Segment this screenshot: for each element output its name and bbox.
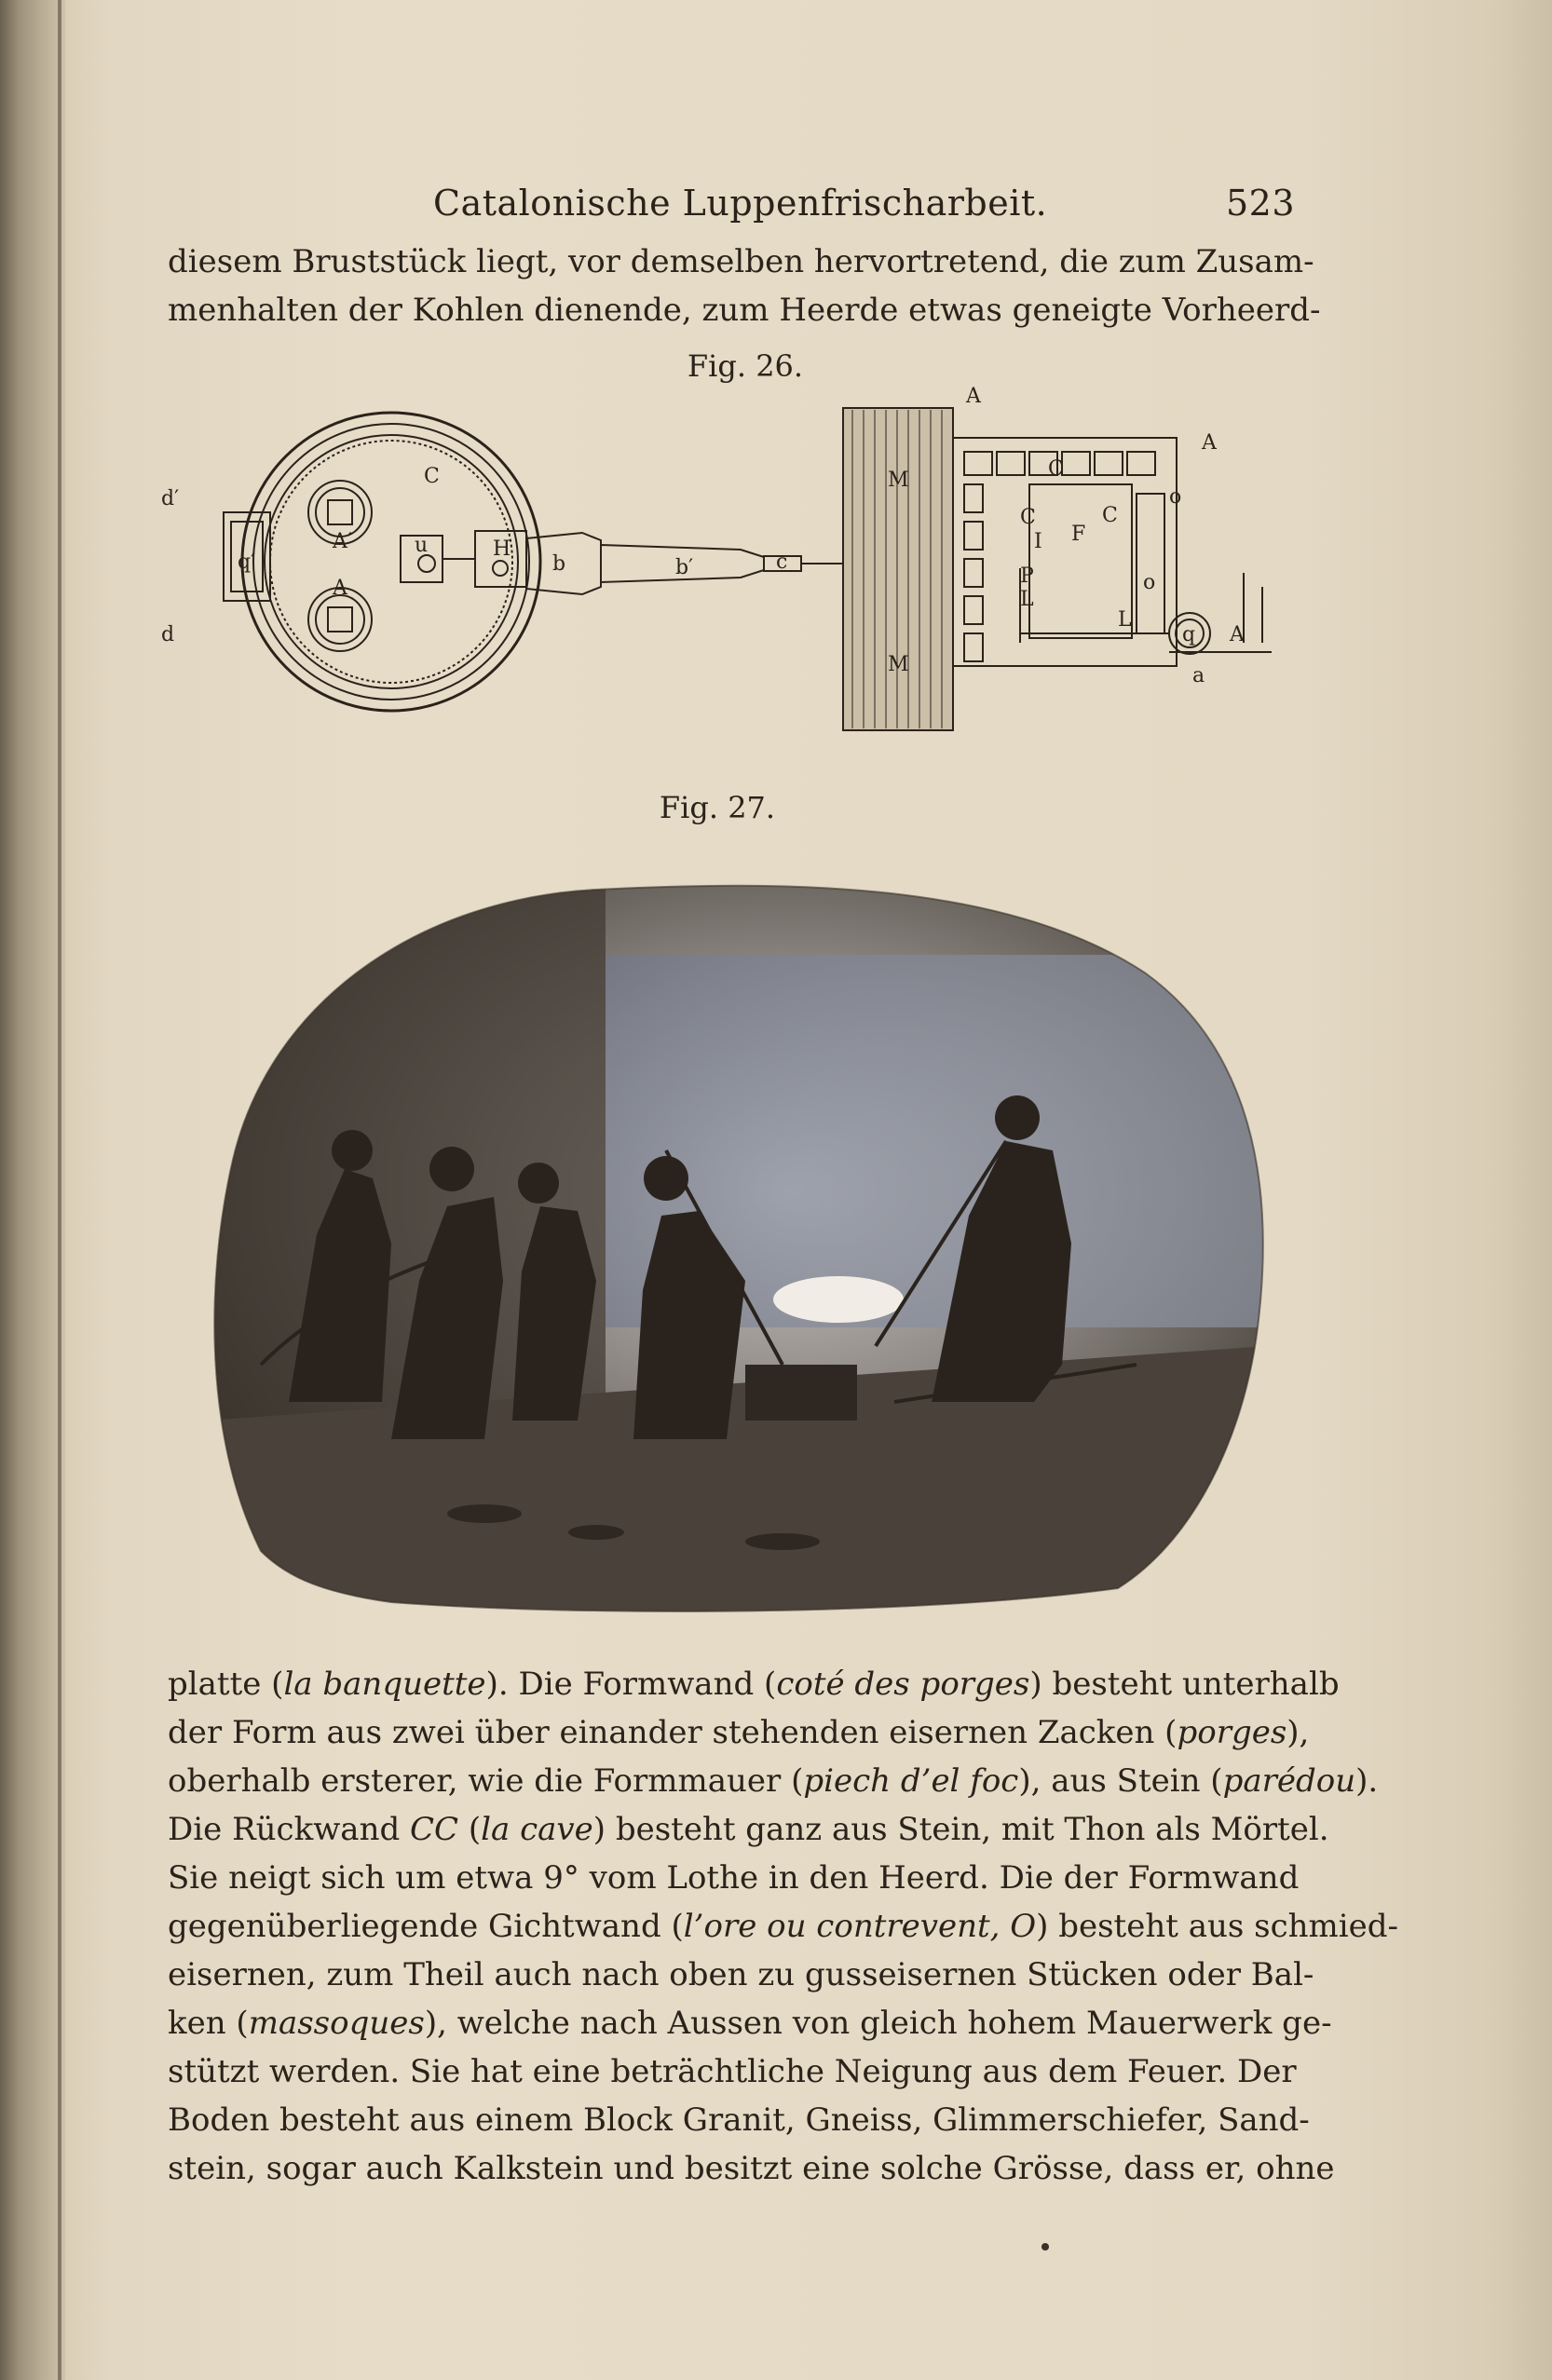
label-F: F [1071,523,1086,546]
label-C-right: C [1102,504,1118,527]
figure-26-caption: Fig. 26. [687,348,804,384]
text-line: Die Rückwand CC (la cave) besteht ganz aus Stein, mit Thon als Mörtel. [168,1811,1329,1848]
label-P: P [1020,564,1034,588]
running-head [168,183,1295,229]
label-C-left: C [1020,506,1036,529]
figure-27-engraving [205,843,1267,1616]
text-line: stein, sogar auch Kalkstein und besitzt eine solche Grösse, dass er, ohne [168,2150,1335,2187]
label-L-right: L [1118,608,1132,632]
text-line: diesem Bruststück liegt, vor demselben hervortretend, die zum Zusam- [168,243,1314,280]
figure-27-caption: Fig. 27. [659,790,776,825]
text-line: der Form aus zwei über einander stehenden eisernen Zacken (porges), [168,1714,1310,1751]
label-C: C [424,465,440,488]
running-title: Catalonische Luppenfrischarbeit. [433,183,1048,224]
binding-edge [0,0,65,2380]
label-b-prime: b′ [675,556,694,579]
label-A-top: A [966,385,981,408]
label-M-lower: M [888,653,909,676]
label-o-upper: o [1169,485,1182,509]
text-line: ken (massoques), welche nach Aussen von gleich hohem Mauerwerk ge- [168,2005,1332,2042]
label-b: b [552,552,566,576]
label-d: d [161,623,175,646]
label-d-prime: d′ [161,487,180,510]
top-paragraph [168,238,1321,334]
label-A: A [333,577,347,600]
label-u: u [415,534,429,557]
label-H: H [493,537,511,561]
text-line: gegenüberliegende Gichtwand (l’ore ou contrevent, O) besteht aus schmied- [168,1908,1398,1945]
label-A-prime: A′ [333,530,352,553]
label-q: q [1182,623,1196,646]
print-speck [1041,2243,1049,2251]
text-line: Boden besteht aus einem Block Granit, Gneiss, Glimmerschiefer, Sand- [168,2101,1310,2139]
label-I: I [1034,530,1042,553]
label-A-right: A [1202,431,1217,455]
text-line: eisernen, zum Theil auch nach oben zu gusseisernen Stücken oder Bal- [168,1956,1314,1993]
page-number: 523 [1225,183,1295,224]
figure-26-diagram [161,382,1300,745]
label-c: c [776,551,788,574]
label-o-lower: o [1143,571,1156,594]
text-line: platte (la banquette). Die Formwand (coté des porges) besteht unterhalb [168,1666,1340,1703]
label-q-prime: q′ [238,551,256,574]
bottom-paragraph [168,1660,1398,2193]
label-a: a [1192,664,1205,687]
label-C-upper: C [1048,457,1064,481]
label-M-upper: M [888,469,909,492]
label-A-lower: A [1230,623,1245,646]
gutter-shadow [58,0,61,2380]
label-L-left: L [1020,588,1034,611]
text-line: menhalten der Kohlen dienende, zum Heerde etwas geneigte Vorheerd- [168,292,1321,329]
text-line: oberhalb ersterer, wie die Formmauer (piech d’el foc), aus Stein (parédou). [168,1762,1379,1800]
text-line: Sie neigt sich um etwa 9° vom Lothe in den Heerd. Die der Formwand [168,1859,1300,1897]
text-line: stützt werden. Sie hat eine beträchtliche Neigung aus dem Feuer. Der [168,2053,1297,2090]
